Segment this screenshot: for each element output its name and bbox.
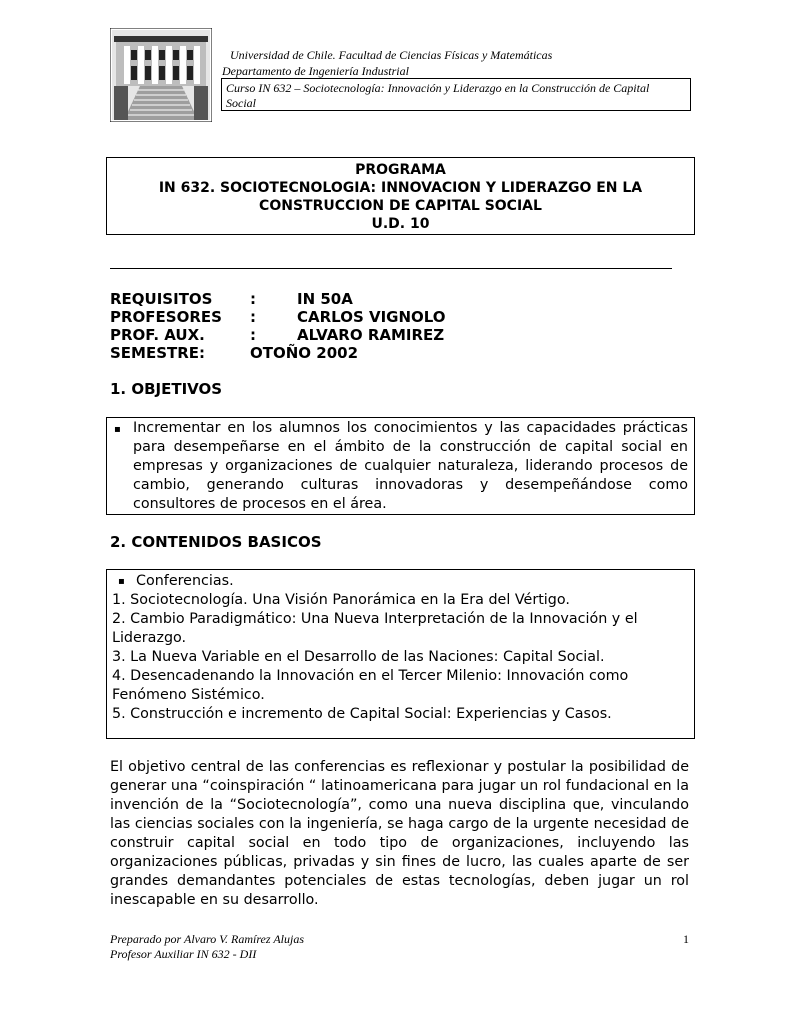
body-paragraph: El objetivo central de las conferencias es reflexionar y postular la posibilidad de generar una “coinspiración “ latinoamericana para jugar un rol fundacional en la invención de la “Sociotecnología”, como una nueva disciplina que, vinculando las ciencias sociales con la ingeniería, se haga cargo de la urgente necesidad de construir capital social en todo tipo de organizaciones, incluyendo las organizaciones públicas, privadas y sin fines de lucro, las cuales aparte de ser grandes demandantes potenciales de estas tecnologías, deben jugar un rol inescapable en su desarrollo.: [110, 759, 689, 908]
square-bullet-icon: ▪: [118, 576, 125, 587]
requisitos-value: IN 50A: [297, 290, 353, 308]
institution-name: Universidad de Chile. Facultad de Ciencias Físicas y Matemáticas: [230, 48, 553, 62]
list-item: 1. Sociotecnología. Una Visión Panorámica en la Era del Vértigo.: [112, 592, 570, 608]
title-line-3: CONSTRUCCION DE CAPITAL SOCIAL: [259, 198, 542, 214]
list-item: 4. Desencadenando la Innovación en el Tercer Milenio: Innovación como Fenómeno Sistémico.: [112, 668, 629, 703]
objetivos-box: [106, 417, 695, 515]
conferencias-line: [112, 572, 689, 591]
profesores-label: PROFESORES: [110, 308, 222, 326]
semestre-label: SEMESTRE:: [110, 344, 206, 362]
profesores-separator: :: [250, 308, 256, 326]
prof-aux-value: ALVARO RAMIREZ: [297, 326, 445, 344]
requisitos-separator: :: [250, 290, 256, 308]
profesores-value: CARLOS VIGNOLO: [297, 308, 446, 326]
square-bullet-icon: ▪: [114, 424, 121, 435]
prof-aux-label: PROF. AUX.: [110, 326, 205, 344]
objetivos-text: Incrementar en los alumnos los conocimientos y las capacidades prácticas para desempeñarse en el ámbito de la construcción de capital social en empresas y organizaciones de cualquier naturaleza, liderando procesos de cambio, generando culturas innovadoras y desempeñándose como consultores de procesos en el área.: [133, 420, 688, 512]
list-item: 5. Construcción e incremento de Capital Social: Experiencias y Casos.: [112, 706, 612, 722]
footer: [110, 932, 304, 962]
university-building-logo: [110, 28, 212, 122]
horizontal-divider: [110, 268, 672, 269]
course-header-box: [221, 78, 691, 111]
title-line-2: IN 632. SOCIOTECNOLOGIA: INNOVACION Y LIDERAZGO EN LA: [158, 180, 643, 196]
department-name: Departamento de Ingeniería Industrial: [222, 64, 409, 78]
program-title-box: [106, 157, 695, 235]
list-item: 3. La Nueva Variable en el Desarrollo de las Naciones: Capital Social.: [112, 649, 605, 665]
list-item: 2. Cambio Paradigmático: Una Nueva Interpretación de la Innovación y el Liderazgo.: [112, 611, 638, 646]
conferencias-label: Conferencias.: [136, 573, 234, 589]
course-line-2: Social: [226, 96, 256, 110]
course-line-1: Curso IN 632 – Sociotecnología: Innovación y Liderazgo en la Construcción de Capital: [226, 81, 650, 95]
footer-role: Profesor Auxiliar IN 632 - DII: [110, 947, 257, 961]
contenidos-heading: 2. CONTENIDOS BASICOS: [110, 533, 322, 551]
prof-aux-separator: :: [250, 326, 256, 344]
requisitos-label: REQUISITOS: [110, 290, 213, 308]
title-line-1: PROGRAMA: [355, 162, 446, 178]
objetivos-heading: 1. OBJETIVOS: [110, 380, 223, 398]
semestre-value: OTOÑO 2002: [250, 344, 359, 362]
page-number: 1: [683, 932, 689, 946]
contenidos-box: [106, 569, 695, 739]
footer-author: Preparado por Alvaro V. Ramírez Alujas: [110, 932, 305, 946]
title-line-4: U.D. 10: [371, 216, 430, 232]
